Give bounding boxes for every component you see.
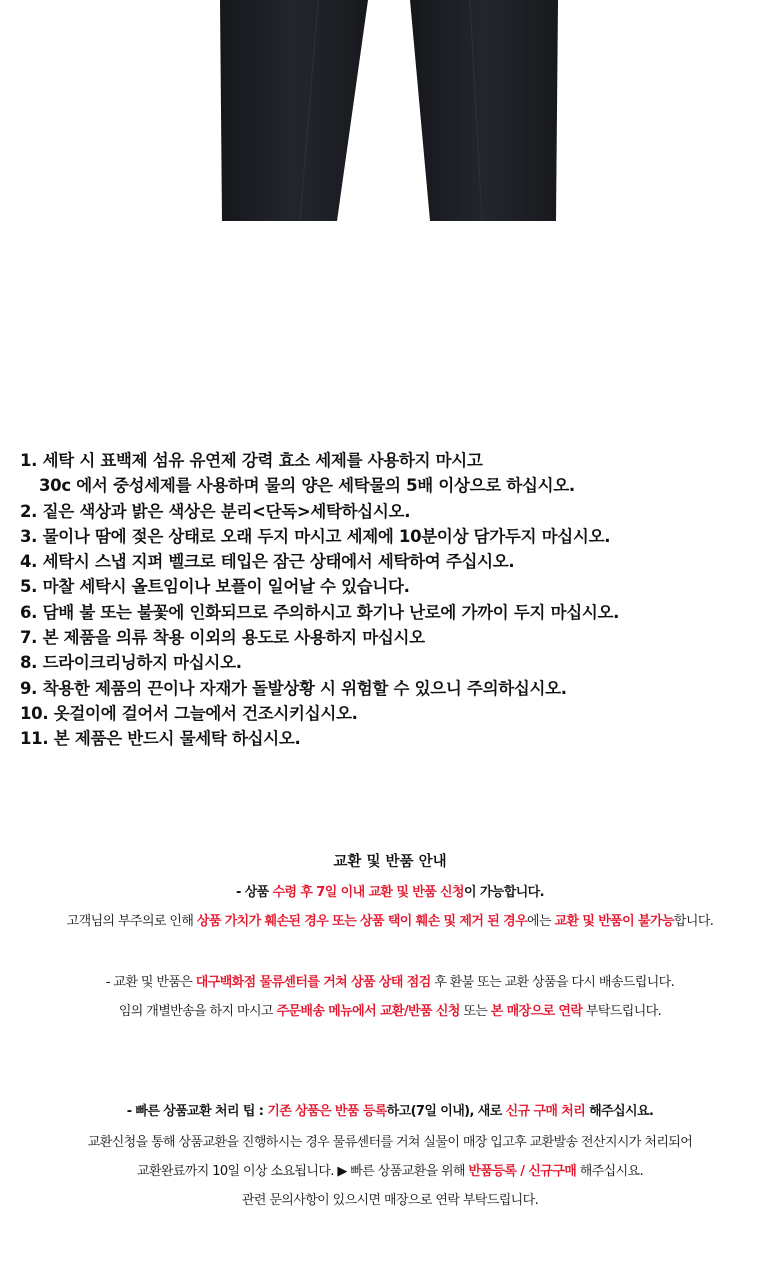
care-item: 2. 짙은 색상과 밝은 색상은 분리<단독>세탁하십시오. (20, 501, 411, 521)
exchange-line-3: - 교환 및 반품은 대구백화점 물류센터를 거쳐 상품 상태 점검 후 환불 또는 교환 상품을 다시 배송드립니다. (105, 975, 675, 990)
care-item: 11. 본 제품은 반드시 물세탁 하십시오. (20, 729, 301, 749)
care-item: 5. 마찰 세탁시 올트임이나 보플이 일어날 수 있습니다. (20, 577, 410, 597)
exchange-line-5: - 빠른 상품교환 처리 팁 : 기존 상품은 반품 등록하고(7일 이내), 새로 신규 구매 처리 해주십시요. (126, 1104, 654, 1119)
care-item: 9. 착용한 제품의 끈이나 자재가 돌발상황 시 위험할 수 있으니 주의하십시오. (20, 678, 567, 698)
care-item: 10. 옷걸이에 걸어서 그늘에서 건조시키십시오. (20, 703, 358, 723)
exchange-line-6: 교환신청을 통해 상품교환을 진행하시는 경우 물류센터를 거쳐 실물이 매장 입고후 교환발송 전산지시가 처리되어 (87, 1135, 693, 1150)
exchange-line-8: 관련 문의사항이 있으시면 매장으로 연락 부탁드립니다. (241, 1193, 539, 1208)
care-item: 3. 물이나 땀에 젖은 상태로 오래 두지 마시고 세제에 10분이상 담가두지 마십시오. (20, 526, 611, 546)
exchange-line-7: 교환완료까지 10일 이상 소요됩니다. ▶ 빠른 상품교환을 위해 반품등록 / 신규구매 해주십시요. (136, 1164, 644, 1179)
exchange-line-2: 고객님의 부주의로 인해 상품 가치가 훼손된 경우 또는 상품 택이 훼손 및 제거 된 경우에는 교환 및 반품이 불가능합니다. (66, 914, 714, 929)
care-item: 4. 세탁시 스냅 지퍼 벨크로 테입은 잠근 상태에서 세탁하여 주십시오. (20, 552, 515, 572)
care-item: 30c 에서 중성세제를 사용하며 물의 양은 세탁물의 5배 이상으로 하십시오. (39, 476, 575, 496)
right-pant-leg (410, 0, 558, 221)
product-image (0, 0, 780, 225)
exchange-line-1: - 상품 수령 후 7일 이내 교환 및 반품 신청이 가능합니다. (236, 885, 544, 900)
care-item: 6. 담배 불 또는 불꽃에 인화되므로 주의하시고 화기나 난로에 가까이 두지 마십시오. (20, 602, 620, 622)
left-pant-leg (220, 0, 368, 221)
exchange-title: 교환 및 반품 안내 (333, 854, 447, 870)
care-instructions-list (20, 448, 770, 752)
care-item: 8. 드라이크리닝하지 마십시오. (20, 653, 242, 673)
exchange-line-4: 임의 개별반송을 하지 마시고 주문배송 메뉴에서 교환/반품 신청 또는 본 매장으로 연락 부탁드립니다. (118, 1004, 662, 1019)
care-item: 7. 본 제품을 의류 착용 이외의 용도로 사용하지 마십시오 (20, 628, 425, 648)
care-item: 1. 세탁 시 표백제 섬유 유연제 강력 효소 세제를 사용하지 마시고 (20, 451, 483, 470)
